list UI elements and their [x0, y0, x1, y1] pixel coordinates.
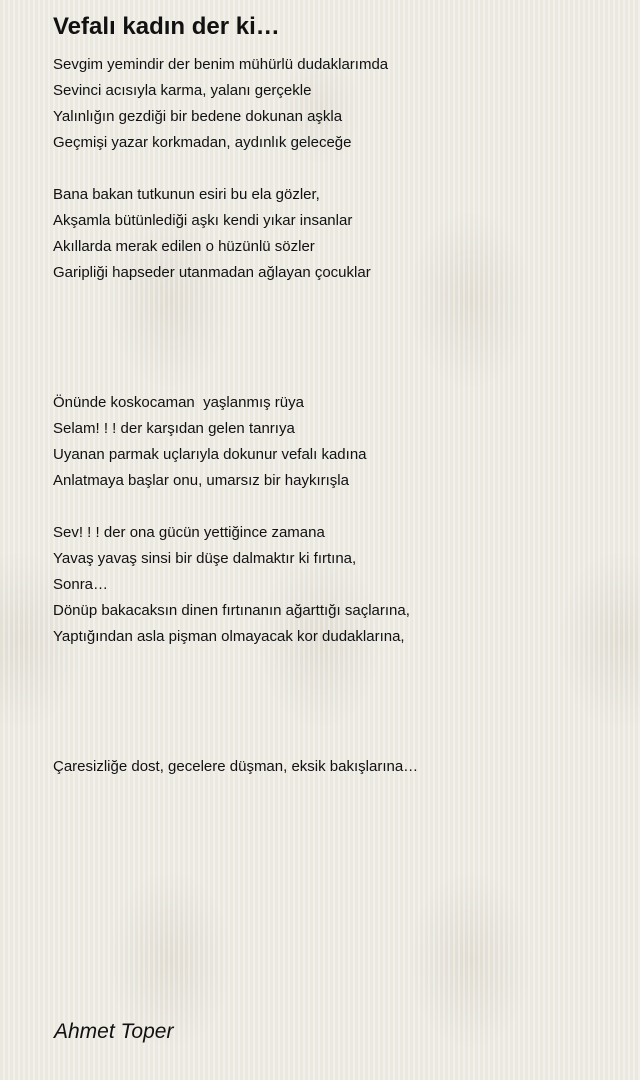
poem-line: Akşamla bütünlediği aşkı kendi yıkar insanlar — [53, 212, 353, 229]
poem-line: Çaresizliğe dost, gecelere düşman, eksik bakışlarına… — [53, 758, 419, 775]
poem-line: Akıllarda merak edilen o hüzünlü sözler — [53, 238, 315, 255]
poem-line: Sevinci acısıyla karma, yalanı gerçekle — [53, 82, 312, 99]
poem-body — [53, 52, 613, 780]
poem-line: Bana bakan tutkunun esiri bu ela gözler, — [53, 186, 320, 203]
author-signature: Ahmet Toper — [54, 1020, 174, 1043]
stanza-3 — [53, 390, 613, 494]
stanza-spacer — [53, 286, 613, 390]
poem-line: Sevgim yemindir der benim mühürlü dudaklarımda — [53, 56, 389, 73]
poem-line: Geçmişi yazar korkmadan, aydınlık geleceğe — [53, 134, 352, 151]
poem-line: Selam! ! ! der karşıdan gelen tanrıya — [53, 420, 295, 437]
stanza-2 — [53, 182, 613, 286]
stanza-5 — [53, 754, 613, 780]
poem-line: Önünde koskocaman yaşlanmış rüya — [53, 394, 304, 411]
poem-line: Sev! ! ! der ona gücün yettiğince zamana — [53, 524, 325, 541]
stanza-spacer — [53, 650, 613, 754]
poem-line: Sonra… — [53, 576, 109, 593]
poem-line: Yaptığından asla pişman olmayacak kor dudaklarına, — [53, 628, 405, 645]
poem-line: Yavaş yavaş sinsi bir düşe dalmaktır ki fırtına, — [53, 550, 357, 567]
stanza-4 — [53, 520, 613, 650]
poem-line: Garipliği hapseder utanmadan ağlayan çocuklar — [53, 264, 371, 281]
poem-line: Yalınlığın gezdiği bir bedene dokunan aşkla — [53, 108, 343, 125]
poem-line: Anlatmaya başlar onu, umarsız bir haykırışla — [53, 472, 349, 489]
poem-line: Uyanan parmak uçlarıyla dokunur vefalı kadına — [53, 446, 367, 463]
stanza-spacer — [53, 494, 613, 520]
stanza-spacer — [53, 156, 613, 182]
poem-title: Vefalı kadın der ki… — [53, 13, 280, 40]
poem-line: Dönüp bakacaksın dinen fırtınanın ağarttığı saçlarına, — [53, 602, 410, 619]
stanza-1 — [53, 52, 613, 156]
